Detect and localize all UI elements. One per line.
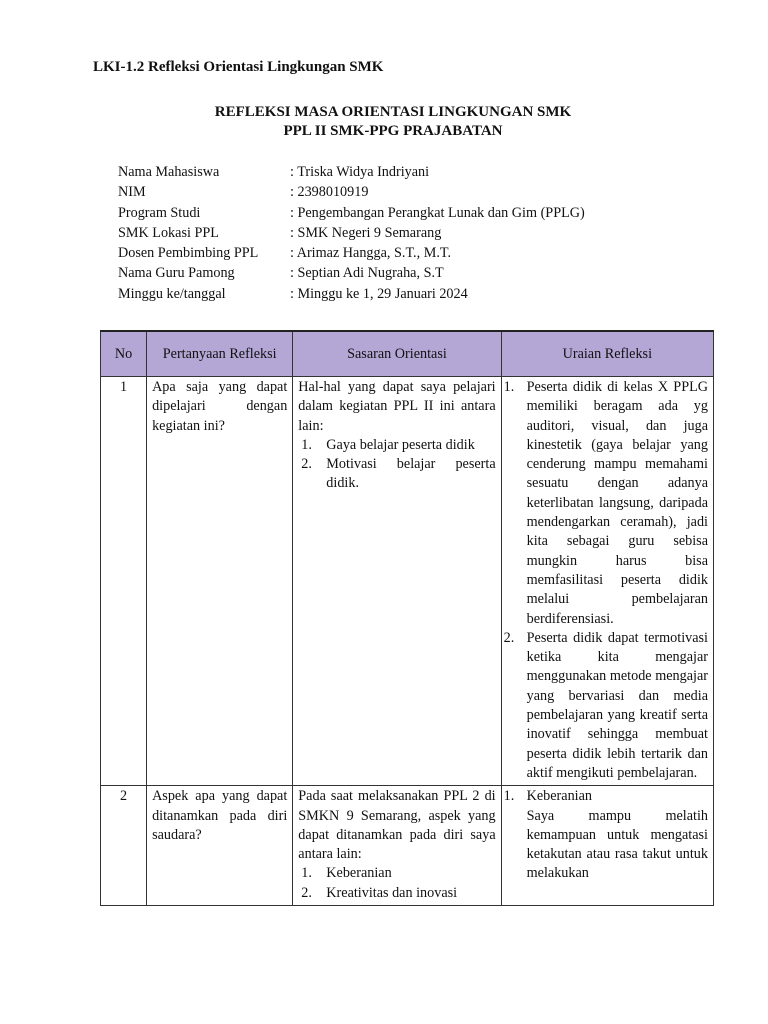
identity-row <box>118 223 585 243</box>
identity-key: NIM <box>118 184 146 201</box>
list-number: 2. <box>503 629 515 646</box>
target-cell <box>293 377 501 786</box>
document-title-line-1: REFLEKSI MASA ORIENTASI LINGKUNGAN SMK <box>214 104 572 120</box>
list-text: Keberanian <box>326 865 392 882</box>
identity-value: : Pengembangan Perangkat Lunak dan Gim (PPLG) <box>290 204 585 221</box>
reflection-heading: Keberanian <box>526 788 593 805</box>
identity-value: : Arimaz Hangga, S.T., M.T. <box>290 245 452 262</box>
identity-row <box>118 162 585 182</box>
identity-key: Minggu ke/tanggal <box>118 285 226 302</box>
identity-value: : 2398010919 <box>290 184 369 201</box>
target-intro: Pada saat melaksanakan PPL 2 di SMKN 9 Semarang, aspek yang dapat ditanamkan pada diri saya antara lain: <box>298 788 496 863</box>
identity-row <box>118 263 585 283</box>
list-number: 2. <box>301 456 312 473</box>
list-item <box>503 378 708 629</box>
list-text: Peserta didik dapat termotivasi ketika kita mengajar menggunakan metode mengajar yang bervariasi dan media pembelajaran yang kreatif serta inovatif sehingga membuat peserta didik lebih tertarik dan aktif mengikuti pembelajaran. <box>526 629 708 781</box>
identity-row <box>118 243 585 263</box>
target-intro: Hal-hal yang dapat saya pelajari dalam kegiatan PPL II ini antara lain: <box>298 379 496 434</box>
list-item <box>298 436 495 455</box>
list-item <box>298 455 495 494</box>
identity-value: : Triska Widya Indriyani <box>290 164 430 180</box>
identity-key: Program Studi <box>118 204 201 221</box>
document-label: LKI-1.2 Refleksi Orientasi Lingkungan SMK <box>93 59 384 75</box>
identity-row <box>118 284 585 304</box>
list-number: 1. <box>301 865 312 882</box>
table-header-row <box>101 331 714 377</box>
header-reflection: Uraian Refleksi <box>501 331 713 377</box>
table-row <box>101 377 714 786</box>
identity-key: Dosen Pembimbing PPL <box>118 245 259 262</box>
list-item <box>298 884 495 903</box>
identity-key: Nama Mahasiswa <box>118 164 220 180</box>
reflection-continuation: Saya mampu melatih kemampuan untuk mengatasi ketakutan atau rasa takut untuk melakukan <box>526 807 708 882</box>
list-number: 1. <box>301 436 312 453</box>
list-text: Peserta didik di kelas X PPLG memiliki beragam ada yg auditori, visual, dan juga kinestetik (gaya belajar yang cenderung mampu memahami sesuatu dengan adanya keterlibatan langsung, daripada mendengarkan ceramah), jadi kita sebagai guru sebisa mungkin harus bisa memfasilitasi peserta didik melalui pembelajaran berdiferensiasi. <box>526 379 708 627</box>
question-cell: Apa saja yang dapat dipelajari dengan kegiatan ini? <box>147 377 293 786</box>
question-cell: Aspek apa yang dapat ditanamkan pada diri saudara? <box>147 786 293 906</box>
identity-key: Nama Guru Pamong <box>118 265 235 282</box>
list-text <box>527 787 708 883</box>
document-title-line-2: PPL II SMK-PPG PRAJABATAN <box>283 123 503 139</box>
identity-value: : Minggu ke 1, 29 Januari 2024 <box>290 285 468 302</box>
header-target: Sasaran Orientasi <box>293 331 501 377</box>
list-item <box>503 629 708 783</box>
reflection-list <box>503 378 708 783</box>
identity-row <box>118 203 585 223</box>
reflection-cell <box>501 786 713 906</box>
header-no: No <box>101 331 147 377</box>
reflection-list <box>503 787 708 883</box>
identity-key: SMK Lokasi PPL <box>118 224 219 241</box>
list-text: Gaya belajar peserta didik <box>326 436 475 453</box>
target-list <box>298 864 495 903</box>
row-number: 1 <box>101 377 147 786</box>
target-list <box>298 436 495 494</box>
list-text: Kreativitas dan inovasi <box>326 884 458 901</box>
list-number: 1. <box>503 788 515 805</box>
reflection-table <box>100 330 714 906</box>
identity-value: : Septian Adi Nugraha, S.T <box>290 265 444 282</box>
reflection-cell <box>501 377 713 786</box>
header-question: Pertanyaan Refleksi <box>147 331 293 377</box>
identity-value: : SMK Negeri 9 Semarang <box>290 224 442 241</box>
list-item <box>503 787 708 883</box>
identity-row <box>118 182 585 202</box>
target-cell <box>293 786 501 906</box>
identity-block <box>118 162 585 304</box>
list-text: Motivasi belajar peserta didik. <box>326 456 496 492</box>
list-number: 1. <box>503 379 515 395</box>
table-row <box>101 786 714 906</box>
list-item <box>298 864 495 883</box>
row-number: 2 <box>101 786 147 906</box>
list-number: 2. <box>301 884 312 901</box>
